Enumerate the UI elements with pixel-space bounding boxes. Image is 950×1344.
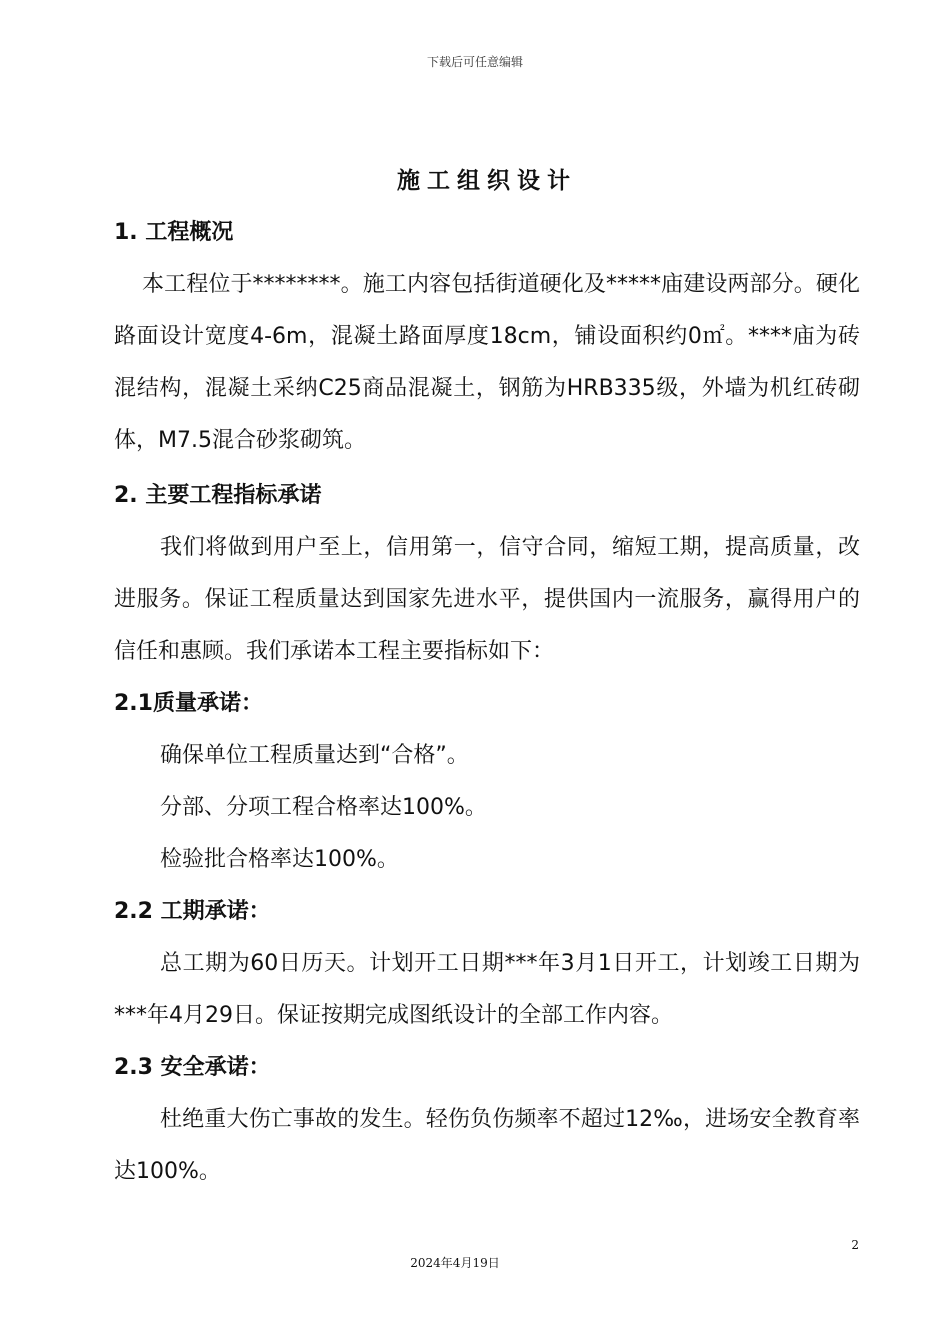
schedule-paragraph: 总工期为60日历天。计划开工日期***年3月1日开工，计划竣工日期为***年4月29日。保证按期完成图纸设计的全部工作内容。 xyxy=(114,951,860,1028)
section-2-1-heading: 2.1质量承诺： xyxy=(114,691,263,716)
footer-date: 2024年4月19日 xyxy=(410,1256,500,1270)
section-2-heading: 2. 主要工程指标承诺 xyxy=(114,483,322,508)
quality-line: 确保单位工程质量达到“合格”。 xyxy=(160,743,469,768)
safety-paragraph: 杜绝重大伤亡事故的发生。轻伤负伤频率不超过12‰，进场安全教育率达100%。 xyxy=(114,1107,860,1184)
section-1-paragraph: 本工程位于********。施工内容包括街道硬化及*****庙建设两部分。硬化路面设计宽度4-6m，混凝土路面厚度18cm，铺设面积约0㎡。****庙为砖混结构，混凝土采纳C25商品混凝土，钢筋为HRB335级，外墙为机红砖砌体，M7.5混合砂浆砌筑。 xyxy=(114,272,860,453)
section-2-3-heading: 2.3 安全承诺： xyxy=(114,1055,271,1080)
document-body xyxy=(114,207,860,1198)
page-number: 2 xyxy=(851,1238,859,1252)
quality-line: 分部、分项工程合格率达100%。 xyxy=(160,795,487,820)
section-1-heading: 1. 工程概况 xyxy=(114,220,234,245)
quality-line: 检验批合格率达100%。 xyxy=(160,847,399,872)
section-2-paragraph: 我们将做到用户至上，信用第一，信守合同，缩短工期，提高质量，改进服务。保证工程质量达到国家先进水平，提供国内一流服务，赢得用户的信任和惠顾。我们承诺本工程主要指标如下： xyxy=(114,535,860,664)
section-2-2-heading: 2.2 工期承诺： xyxy=(114,899,271,924)
header-note: 下载后可任意编辑 xyxy=(426,55,523,69)
document-title: 施工组织设计 xyxy=(397,168,577,194)
